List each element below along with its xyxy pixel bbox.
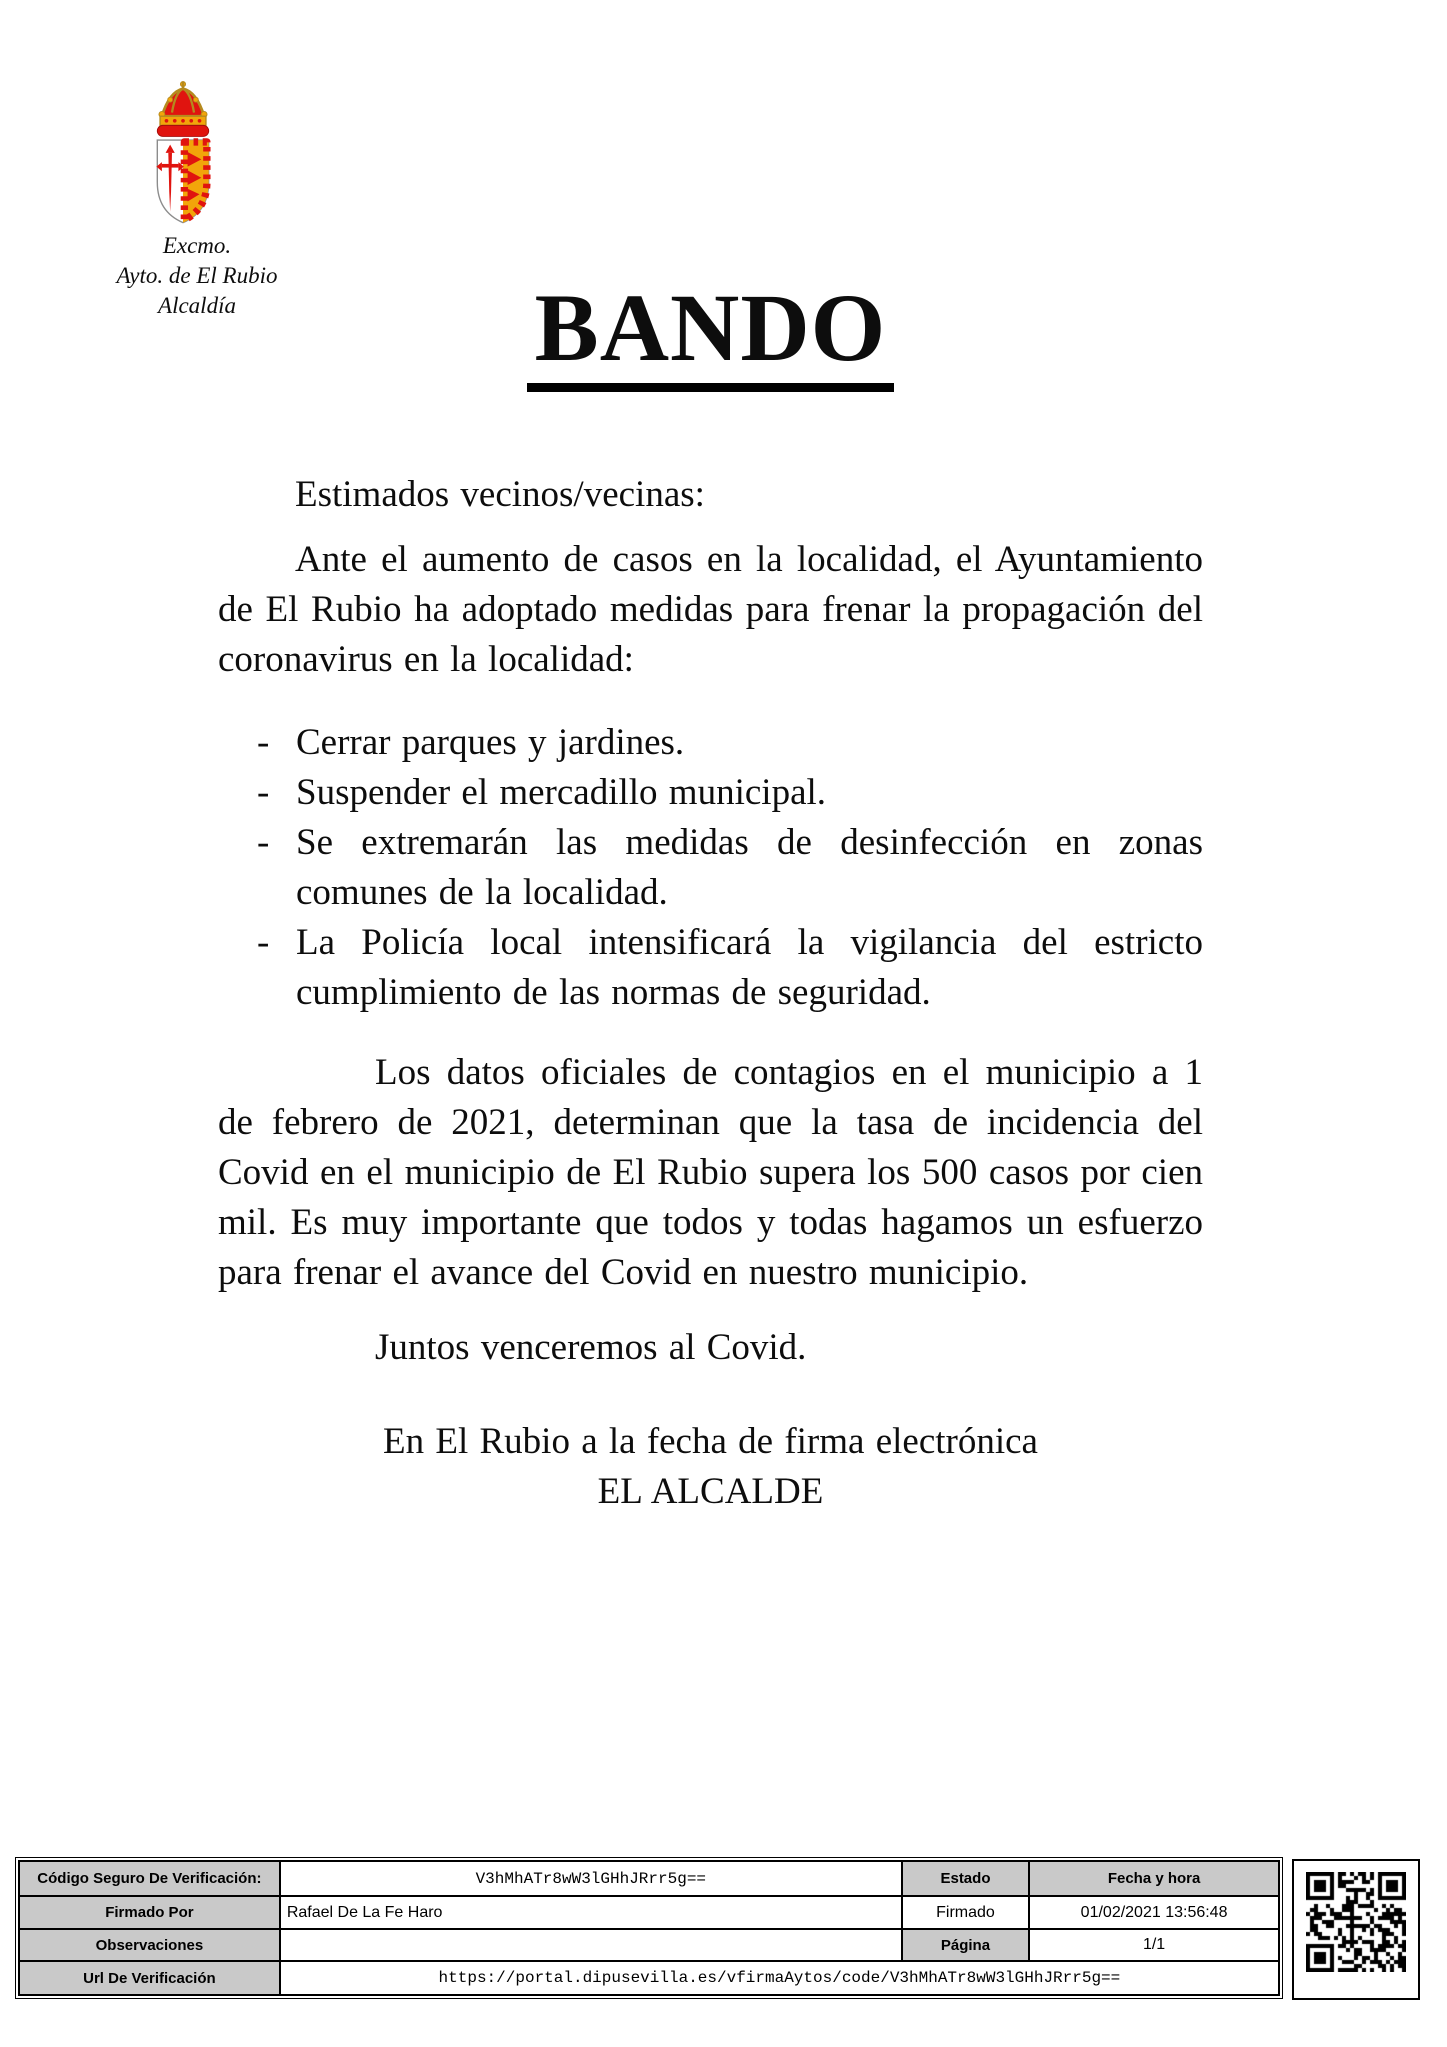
fecha-value: 01/02/2021 13:56:48	[1029, 1896, 1279, 1929]
dash-marker: -	[257, 822, 270, 863]
dash-marker: -	[257, 772, 270, 813]
pagina-label: Página	[902, 1929, 1029, 1961]
closing-signer-title: EL ALCALDE	[597, 1471, 824, 1512]
measures-list	[218, 718, 1203, 1018]
measure-text: Suspender el mercadillo municipal.	[296, 772, 827, 813]
url-label: Url De Verificación	[19, 1961, 280, 1995]
org-line-alcaldia: Alcaldía	[158, 293, 236, 318]
fecha-header: Fecha y hora	[1029, 1861, 1279, 1896]
firmado-por-value: Rafael De La Fe Haro	[280, 1896, 902, 1929]
document-title-wrap	[218, 274, 1203, 392]
org-line-ayto: Ayto. de El Rubio	[116, 263, 278, 288]
measure-text: Cerrar parques y jardines.	[296, 722, 685, 763]
estado-header: Estado	[902, 1861, 1029, 1896]
measure-item	[218, 818, 1203, 918]
observaciones-value	[280, 1929, 902, 1961]
document-body	[218, 470, 1203, 1517]
measure-item	[218, 768, 1203, 818]
verification-table	[15, 1857, 1283, 1999]
estado-value: Firmado	[902, 1896, 1029, 1929]
closing-place-line: En El Rubio a la fecha de firma electrónica	[383, 1421, 1038, 1462]
csv-label: Código Seguro De Verificación:	[19, 1861, 280, 1896]
pagina-value: 1/1	[1029, 1929, 1279, 1961]
document-title: BANDO	[527, 278, 895, 392]
csv-value: V3hMhATr8wW3lGHhJRrr5g==	[280, 1861, 902, 1896]
qr-code-box	[1292, 1859, 1420, 2000]
measure-item	[218, 918, 1203, 1018]
org-line-excmo: Excmo.	[162, 233, 232, 258]
observaciones-label: Observaciones	[19, 1929, 280, 1961]
measure-item	[218, 718, 1203, 768]
salutation: Estimados vecinos/vecinas:	[295, 474, 705, 515]
dash-marker: -	[257, 922, 270, 963]
measure-text: Se extremarán las medidas de desinfección en zonas comunes de la localidad.	[296, 822, 1203, 913]
shield-icon	[156, 140, 208, 223]
data-paragraph: Los datos oficiales de contagios en el municipio a 1 de febrero de 2021, determinan que la tasa de incidencia del Covid en el municipio de El Rubio supera los 500 casos por cien mil. Es muy importante que todos y todas hagamos un esfuerzo para frenar el avance del Covid en nuestro municipio.	[218, 1052, 1203, 1293]
dash-marker: -	[257, 722, 270, 763]
intro-paragraph: Ante el aumento de casos en la localidad, el Ayuntamiento de El Rubio ha adoptado medidas para frenar la propagación del coronavirus en la localidad:	[218, 539, 1203, 680]
measure-text: La Policía local intensificará la vigilancia del estricto cumplimiento de las normas de seguridad.	[296, 922, 1203, 1013]
crown-icon	[157, 81, 208, 136]
firmado-por-label: Firmado Por	[19, 1896, 280, 1929]
coat-of-arms-icon	[140, 74, 226, 230]
url-value: https://portal.dipusevilla.es/vfirmaAytos/code/V3hMhATr8wW3lGHhJRrr5g==	[280, 1961, 1279, 1995]
closing-motto: Juntos venceremos al Covid.	[375, 1327, 807, 1368]
qr-code	[1306, 1872, 1406, 1972]
